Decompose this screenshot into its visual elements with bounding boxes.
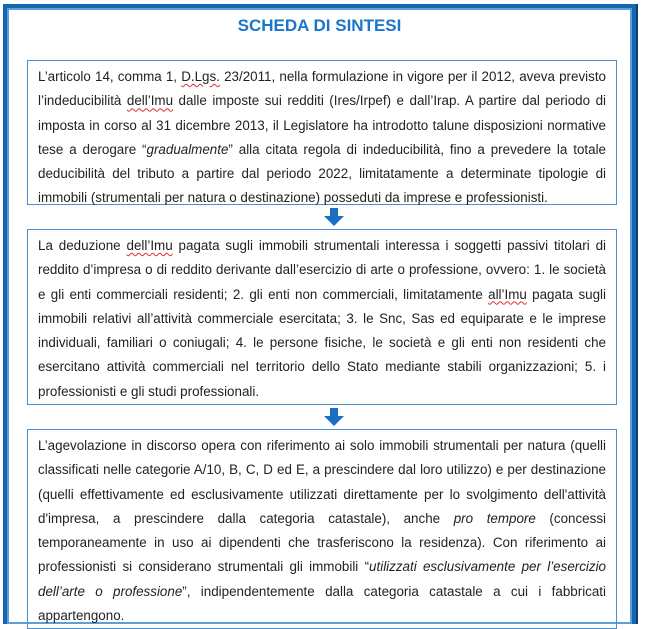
spellcheck-word: all’Imu <box>488 286 527 302</box>
italic-text: gradualmente <box>146 141 229 157</box>
spellcheck-word: dell’Imu <box>126 238 173 253</box>
summary-box-3 <box>27 429 617 629</box>
text: ” alla citata regola di indeducibilità, fino a prevedere la totale deducibilità del tributo a partire dal periodo 2022, limitatamente a determinate tipologie di immobili (strumentali per natura o destinazione) posseduti da imprese e professionisti. <box>38 141 606 206</box>
text: pagata sugli immobili strumentali interessa i soggetti passivi titolari di reddito d’impresa o di reddito derivante dall’esercizio di arte o professione, ovvero: 1. le società e gli enti commerciali residenti; 2. gli enti non commerciali, limitatamente <box>38 238 606 302</box>
summary-box-1 <box>27 60 617 205</box>
italic-text: utilizzati esclusivamente per l’esercizio dell’arte o professione <box>38 559 607 599</box>
text: L’articolo 14, comma 1, <box>38 69 182 84</box>
summary-box-2 <box>27 229 617 405</box>
text: La deduzione <box>38 238 127 253</box>
arrow-down-icon <box>323 208 345 226</box>
text: L’agevolazione in discorso opera con riferimento ai solo immobili strumentali per natura (quelli classificati nelle categorie A/10, B, C, D ed E, a prescindere dal loro utilizzo) e per destinazione (quelli effettivamente ed esclusivamente utilizzati direttamente per lo svolgimento dell'attività d'impresa, a prescindere dalla categoria catastale), anche <box>38 438 606 526</box>
text: 23/2011, nella formulazione in vigore per il 2012, aveva previsto l’indeducibilità <box>38 69 606 109</box>
text: (concessi temporaneamente in uso ai dipendenti che trasferiscono la residenza). Con riferimento ai professionisti si considerano strumentali gli immobili “ <box>38 510 606 575</box>
card-title: SCHEDA DI SINTESI <box>237 16 402 35</box>
spellcheck-word: dell’Imu <box>126 93 174 109</box>
arrow-down-icon <box>323 408 345 426</box>
text: dalle imposte sui redditi (Ires/Irpef) e dall’Irap. A partire dal periodo di imposta in corso al 31 dicembre 2013, il Legislatore ha introdotto talune disposizioni normative tese a derogare “ <box>38 93 606 157</box>
summary-card <box>3 4 636 624</box>
text: pagata sugli immobili relativi all’attività commerciale esercitata; 3. le Snc, Sas ed equiparate e le imprese individuali, familiari o coniugali; 4. le persone fisiche, le società e gli enti non residenti che esercitano attività commerciali nel territorio dello Stato mediante stabili organizzazioni; 5. i professionisti e gli studi professionali. <box>38 286 606 399</box>
spellcheck-word: D.Lgs. <box>181 69 220 84</box>
text: ”, indipendentemente dalla categoria catastale a cui i fabbricati appartengono. <box>38 583 607 624</box>
italic-text: pro tempore <box>453 510 536 526</box>
